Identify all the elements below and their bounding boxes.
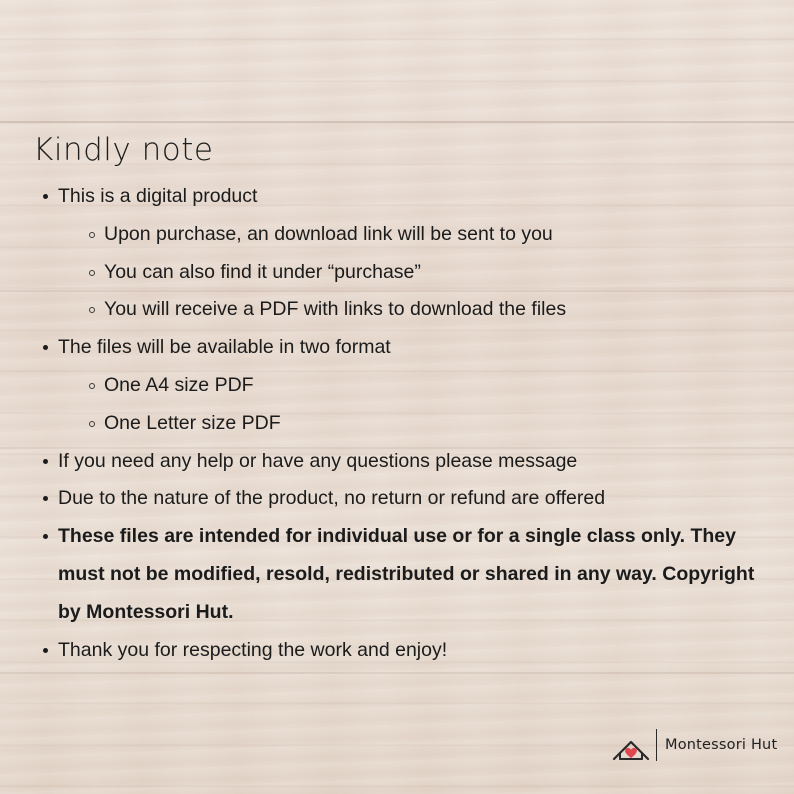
list-item-text: Thank you for respecting the work and enjoy! [58, 638, 448, 661]
logo-divider [656, 729, 657, 761]
list-item [0, 480, 794, 518]
sub-list-item [0, 405, 794, 443]
sub-list-item-text: One Letter size PDF [104, 411, 281, 434]
bullet-dot-icon [43, 648, 48, 653]
wood-plank-seam [0, 672, 794, 674]
sub-list-item [0, 216, 794, 254]
list-item-text: If you need any help or have any questions please message [58, 449, 578, 472]
list-item-text: Due to the nature of the product, no return or refund are offered [58, 487, 606, 510]
bullet-circle-icon [89, 307, 95, 313]
sub-list-item-text: You can also find it under “purchase” [104, 260, 421, 283]
wood-plank-seam [0, 121, 794, 123]
bullet-dot-icon [43, 345, 48, 350]
bullet-dot-icon [43, 459, 48, 464]
list-item [0, 329, 794, 367]
list-item [0, 632, 794, 670]
list-item-text: The files will be available in two format [58, 336, 391, 359]
bullet-circle-icon [89, 270, 95, 276]
house-heart-icon [612, 728, 650, 762]
sub-list-item-text: One A4 size PDF [104, 373, 254, 396]
bullet-dot-icon [43, 496, 48, 501]
bullet-circle-icon [89, 421, 95, 427]
list-item-text: This is a digital product [58, 185, 258, 207]
brand-name: Montessori Hut [665, 737, 778, 753]
list-item [0, 443, 794, 481]
bullet-circle-icon [89, 232, 95, 238]
bullet-dot-icon [43, 194, 48, 199]
sub-list-item [0, 254, 794, 292]
copyright-notice-text: These files are intended for individual use or for a single class only. They must not be modified, resold, redistributed or shared in any way. Copyright by Montessori Hut. [58, 525, 755, 623]
brand-logo [612, 728, 777, 762]
bullet-circle-icon [89, 383, 95, 389]
list-item [0, 178, 794, 216]
sub-list-item [0, 367, 794, 405]
sub-list-item-text: Upon purchase, an download link will be sent to you [104, 222, 553, 245]
sub-list-item [0, 291, 794, 329]
notes-list [0, 178, 794, 669]
page-title: Kindly note [33, 132, 214, 168]
copyright-notice [0, 518, 758, 631]
sub-list-item-text: You will receive a PDF with links to download the files [104, 298, 567, 321]
bullet-dot-icon [43, 534, 48, 539]
